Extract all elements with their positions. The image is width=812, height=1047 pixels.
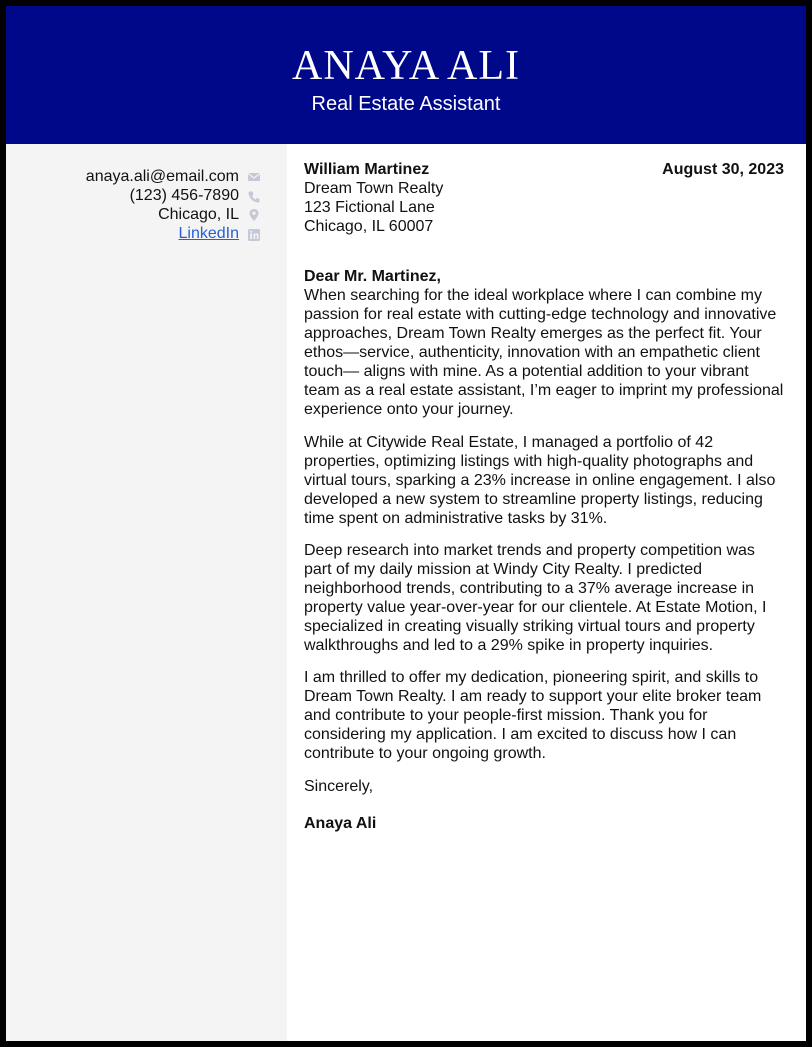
contact-phone: (123) 456-7890: [129, 187, 239, 204]
phone-icon: [247, 190, 261, 204]
signature: Anaya Ali: [304, 815, 377, 832]
recipient-company: Dream Town Realty: [304, 180, 444, 197]
paragraph-1: When searching for the ideal workplace where I can combine my passion for real estate with cutting-edge technology and innovative approaches, Dream Town Realty emerges as the perfect fit. Your ethos—service, authenticity, innovation with an empathetic client touch— aligns with mine. As a potential addition to your vibrant team as a real estate assistant, I’m eager to imprint my professional experience onto your journey.: [304, 287, 784, 418]
envelope-icon: [247, 170, 261, 184]
recipient-name: William Martinez: [304, 161, 430, 178]
recipient-street: 123 Fictional Lane: [304, 199, 435, 216]
recipient-city: Chicago, IL 60007: [304, 218, 434, 235]
cover-letter-page: [6, 6, 806, 1041]
closing: Sincerely,: [304, 778, 374, 795]
letter-body: [304, 160, 784, 832]
applicant-name: ANAYA ALI: [292, 43, 520, 89]
letter-date: August 30, 2023: [662, 161, 784, 178]
location-pin-icon: [247, 208, 261, 222]
contact-linkedin-row: [9, 224, 239, 243]
linkedin-icon: [247, 228, 261, 242]
paragraph-3: Deep research into market trends and property competition was part of my daily mission at Windy City Realty. I predicted neighborhood trends, contributing to a 37% average increase in property value year-over-year for our clientele. At Estate Motion, I specialized in creating visually striking virtual tours and property walkthroughs and led to a 29% spike in property inquiries.: [304, 542, 767, 654]
salutation: Dear Mr. Martinez,: [304, 268, 441, 285]
paragraph-2: While at Citywide Real Estate, I managed a portfolio of 42 properties, optimizing listings with high-quality photographs and virtual tours, sparking a 23% increase in online engagement. I also developed a new system to streamline property listings, reducing time spent on administrative tasks by 31%.: [304, 434, 776, 527]
contact-email[interactable]: anaya.ali@email.com: [85, 168, 239, 185]
paragraph-4: I am thrilled to offer my dedication, pioneering spirit, and skills to Dream Town Realty. I am ready to support your elite broker team and contribute to your people-first mission. Thank you for considering my application. I am excited to discuss how I can contribute to your ongoing growth.: [304, 669, 762, 762]
sidebar: [6, 144, 287, 1041]
linkedin-link[interactable]: LinkedIn: [178, 225, 239, 242]
job-title: Real Estate Assistant: [311, 93, 501, 115]
header-banner: [6, 6, 806, 144]
contact-location: Chicago, IL: [158, 206, 239, 223]
